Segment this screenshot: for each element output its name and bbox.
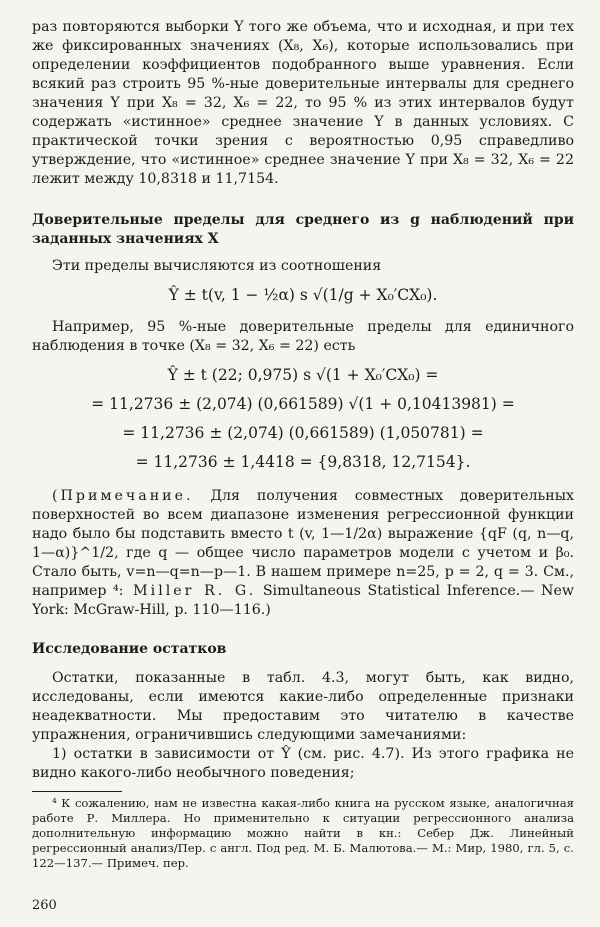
paragraph-example: Например, 95 %-ные доверительные пределы для единичного наблюдения в точке (X₈ = 32, X₆ = 22) есть — [32, 319, 574, 354]
section-heading-residuals: Исследование остатков — [32, 641, 227, 657]
paragraph-note — [32, 487, 574, 620]
section-heading-confidence-limits: Доверительные пределы для среднего из g наблюдений при заданных значениях X — [32, 212, 574, 247]
footnote-divider — [32, 791, 122, 792]
formula-calc-line-2: = 11,2736 ± (2,074) (0,661589) √(1 + 0,10413981) = — [91, 395, 515, 413]
formula-calc-line-3: = 11,2736 ± (2,074) (0,661589) (1,050781) = — [122, 424, 484, 442]
note-label: (Примечание. — [52, 488, 194, 504]
paragraph-limits-formula-intro: Эти пределы вычисляются из соотношения — [52, 258, 382, 274]
paragraph-residuals: Остатки, показанные в табл. 4.3, могут быть, как видно, исследованы, если имеются какие-либо определенные признаки неадекватности. Мы предоставим это читателю в качестве упражнения, ограничившись следующими замечаниями: — [32, 670, 574, 743]
footnote: ⁴ К сожалению, нам не известна какая-либо книга на русском языке, аналогичная работе Р. Миллера. Но применительно к ситуации регрессионного анализа дополнительную информацию можно найти в кн.: Себер Дж. Линейный регрессионный анализ/Пер. с англ. Под ред. М. Б. Малютова.— М.: Мир, 1980, гл. 5, с. 122—137.— Примеч. пер. — [32, 796, 574, 870]
paragraph-residuals-item-1: 1) остатки в зависимости от Ŷ (см. рис. 4.7). Из этого графика не видно какого-либо необычного поведения; — [32, 746, 574, 781]
formula-calc-line-4: = 11,2736 ± 1,4418 = {9,8318, 12,7154}. — [135, 453, 471, 471]
formula-confidence-limits: Ŷ ± t(v, 1 − ½α) s √(1/g + X₀′CX₀). — [168, 286, 438, 304]
note-text: Для получения совместных доверительных поверхностей во всем диапазоне изменения регрессионной функции надо было бы подставить вместо t (v, 1—1/2α) выражение {qF (q, n—q, 1—α)}^1/2, где q — общее число параметров модели с учетом и β₀. Стало быть, v=n—q=n—p—1. В нашем примере n=25, p = 2, q = 3. См., например ⁴: — [32, 488, 574, 599]
note-tail: Simultaneous Statistical Inference.— New York: McGraw-Hill, p. 110—116.) — [32, 583, 574, 618]
formula-calc-line-1: Ŷ ± t (22; 0,975) s √(1 + X₀′CX₀) = — [167, 366, 439, 384]
note-author: Miller R. G. — [123, 583, 257, 599]
paragraph-intro: раз повторяются выборки Y того же объема, что и исходная, и при тех же фиксированных значениях (X₈, X₆), которые использовались при определении коэффициентов подобранного выше уравнения. Если всякий раз строить 95 %-ные доверительные интервалы для среднего значения Y при X₈ = 32, X₆ = 22, то 95 % из этих интервалов будут содержать «истинное» среднее значение Y в данных условиях. С практической точки зрения с вероятностью 0,95 справедливо утверждение, что «истинное» среднее значение Y при X₈ = 32, X₆ = 22 лежит между 10,8318 и 11,7154. — [32, 19, 574, 187]
page-number: 260 — [32, 898, 57, 913]
